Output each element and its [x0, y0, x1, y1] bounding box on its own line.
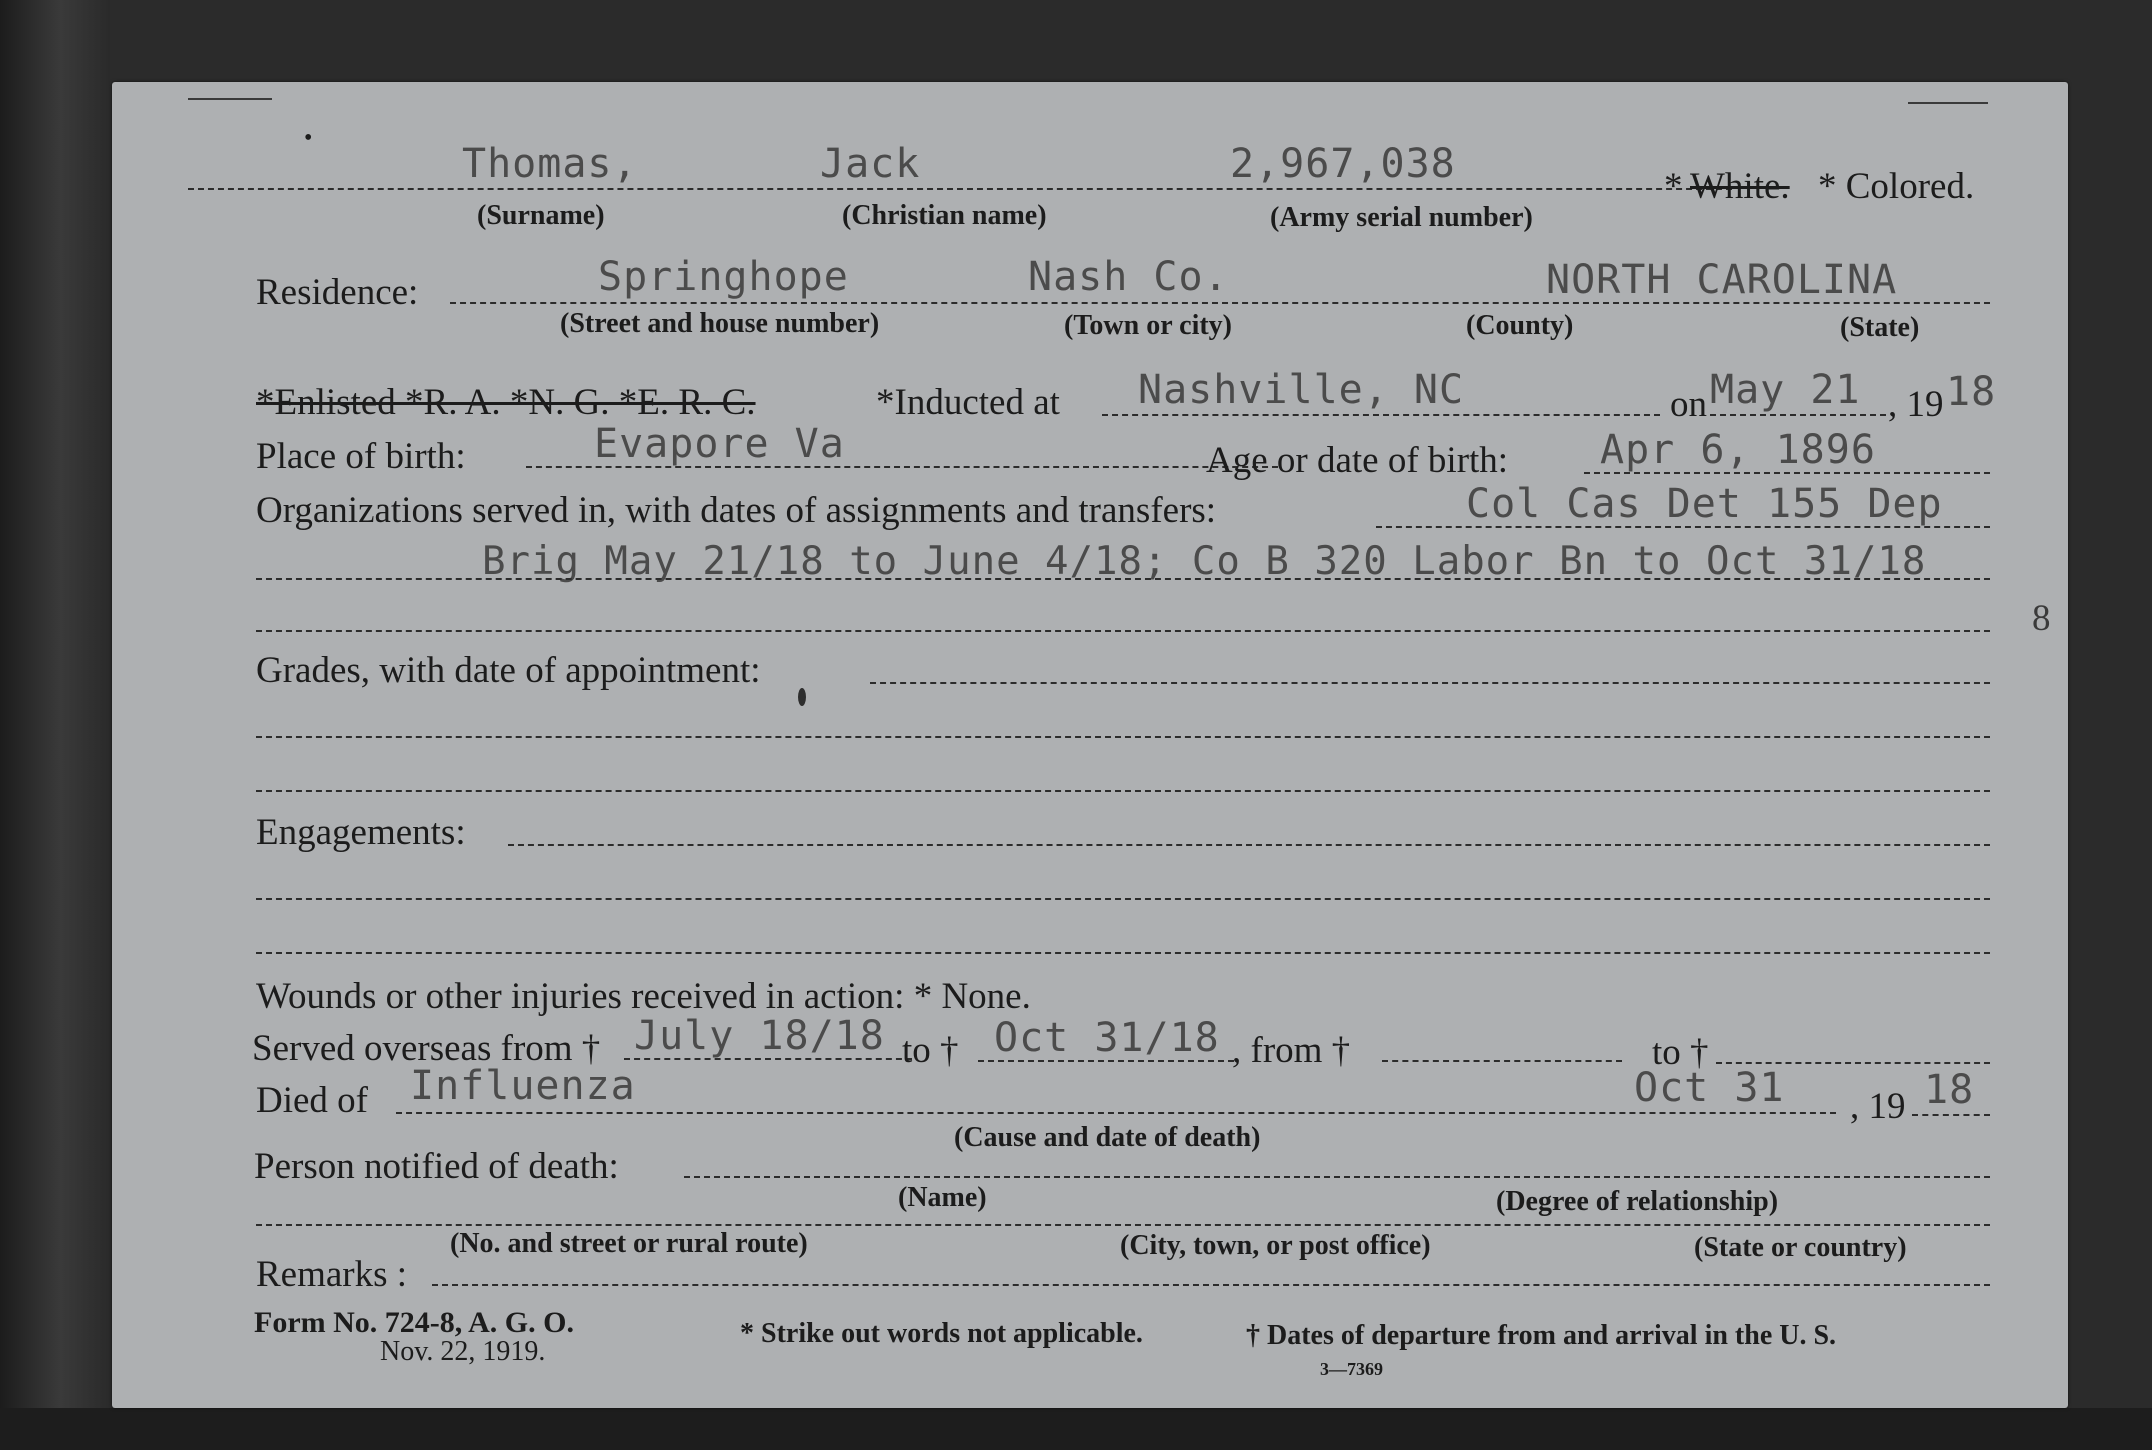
top-rule-left [188, 98, 272, 100]
birthplace-value: Evapore Va [594, 421, 845, 467]
inducted-on-label: on [1670, 384, 1707, 425]
surname-caption: (Surname) [477, 200, 605, 231]
residence-state: NORTH CAROLINA [1546, 257, 1898, 303]
top-rule-right [1908, 102, 1988, 104]
state-caption: (State) [1840, 312, 1920, 343]
ink-blot [798, 688, 806, 706]
organizations-line-2: Brig May 21/18 to June 4/18; Co B 320 Labor Bn to Oct 31/18 [482, 539, 1927, 584]
overseas-to-value: Oct 31/18 [994, 1015, 1220, 1061]
inducted-label: *Inducted at [876, 382, 1060, 423]
remarks-line [432, 1284, 1990, 1286]
overflow-digit: 8 [2032, 598, 2051, 639]
death-year-suffix: 18 [1924, 1067, 1975, 1113]
serial-number-caption: (Army serial number) [1270, 202, 1533, 233]
town-caption: (Town or city) [1064, 310, 1232, 341]
street-caption: (Street and house number) [560, 308, 880, 339]
birthplace-line [526, 466, 1278, 468]
organizations-line-3-rule [256, 630, 1990, 632]
overseas-to2-line [1716, 1062, 1990, 1064]
wounds-label: Wounds or other injuries received in action: * None. [256, 976, 1031, 1017]
inducted-year-prefix: , 19 [1888, 384, 1944, 425]
death-year-line [1912, 1114, 1990, 1116]
race-asterisk: * [1664, 166, 1683, 207]
notified-relationship-caption: (Degree of relationship) [1496, 1186, 1779, 1217]
scanner-background-left [0, 0, 110, 1450]
inducted-date: May 21 [1710, 367, 1861, 413]
birthplace-label: Place of birth: [256, 436, 466, 477]
christian-name-value: Jack [820, 141, 921, 187]
notified-street-caption: (No. and street or rural route) [450, 1228, 808, 1259]
overseas-from2-line [1382, 1060, 1622, 1062]
organizations-label: Organizations served in, with dates of assignments and transfers: [256, 490, 1217, 531]
organizations-line-1-rule [1376, 526, 1990, 528]
overseas-from-value: July 18/18 [634, 1013, 885, 1059]
christian-name-caption: (Christian name) [842, 200, 1047, 231]
race-white-struck: White. [1690, 166, 1790, 207]
residence-line [450, 302, 1990, 304]
engagements-label: Engagements: [256, 812, 466, 853]
form-date: Nov. 22, 1919. [380, 1336, 546, 1367]
surname-value: Thomas, [462, 141, 638, 187]
death-cause: Influenza [410, 1063, 636, 1109]
notified-name-caption: (Name) [898, 1182, 987, 1213]
form-number: Form No. 724-8, A. G. O. [254, 1306, 574, 1339]
organizations-line-2-rule [256, 578, 1990, 580]
organizations-line-1: Col Cas Det 155 Dep [1466, 481, 1943, 527]
grades-line-3 [256, 790, 1990, 792]
inducted-place: Nashville, NC [1138, 367, 1465, 413]
death-year-prefix: , 19 [1850, 1086, 1906, 1127]
grades-line-1 [870, 682, 1990, 684]
birthdate-value: Apr 6, 1896 [1600, 427, 1876, 473]
grades-label: Grades, with date of appointment: [256, 650, 761, 691]
engagements-line-1 [508, 844, 1990, 846]
inducted-place-line [1102, 414, 1660, 416]
residence-town: Nash Co. [1028, 254, 1229, 300]
county-caption: (County) [1466, 310, 1574, 341]
residence-label: Residence: [256, 272, 419, 313]
inducted-date-line [1710, 414, 1886, 416]
scanner-background-bottom [0, 1408, 2152, 1450]
age-label: Age or date of birth: [1206, 440, 1509, 481]
death-date: Oct 31 [1634, 1065, 1785, 1111]
corner-mark: • [304, 125, 313, 151]
enlisted-struck: *Enlisted *R. A. *N. G. *E. R. C. [256, 382, 756, 423]
grades-line-2 [256, 736, 1990, 738]
overseas-from2-label: , from † [1232, 1030, 1351, 1071]
notified-address-line [256, 1224, 1990, 1226]
race-colored: * Colored. [1818, 166, 1975, 207]
overseas-from-line [624, 1058, 912, 1060]
birthdate-line [1584, 472, 1990, 474]
died-of-label: Died of [256, 1080, 368, 1121]
notified-line [684, 1176, 1990, 1178]
remarks-label: Remarks : [256, 1254, 408, 1295]
death-line [396, 1112, 1836, 1114]
residence-street: Springhope [598, 254, 849, 300]
notified-state-caption: (State or country) [1694, 1232, 1907, 1263]
dates-note: † Dates of departure from and arrival in the U. S. [1246, 1320, 1837, 1351]
inducted-year-suffix: 18 [1946, 369, 1997, 415]
engagements-line-3 [256, 952, 1990, 954]
service-record-card [112, 82, 2068, 1408]
overseas-to2-label: to † [1652, 1032, 1709, 1073]
overseas-to-label: to † [902, 1030, 959, 1071]
notified-city-caption: (City, town, or post office) [1120, 1230, 1431, 1261]
overseas-to-line [978, 1060, 1234, 1062]
strike-note: * Strike out words not applicable. [740, 1318, 1143, 1349]
death-caption: (Cause and date of death) [954, 1122, 1261, 1153]
print-code: 3—7369 [1320, 1359, 1383, 1379]
engagements-line-2 [256, 898, 1990, 900]
notified-label: Person notified of death: [254, 1146, 619, 1187]
overseas-label: Served overseas from † [252, 1028, 601, 1069]
serial-number-value: 2,967,038 [1230, 141, 1456, 187]
name-line [188, 188, 1732, 190]
